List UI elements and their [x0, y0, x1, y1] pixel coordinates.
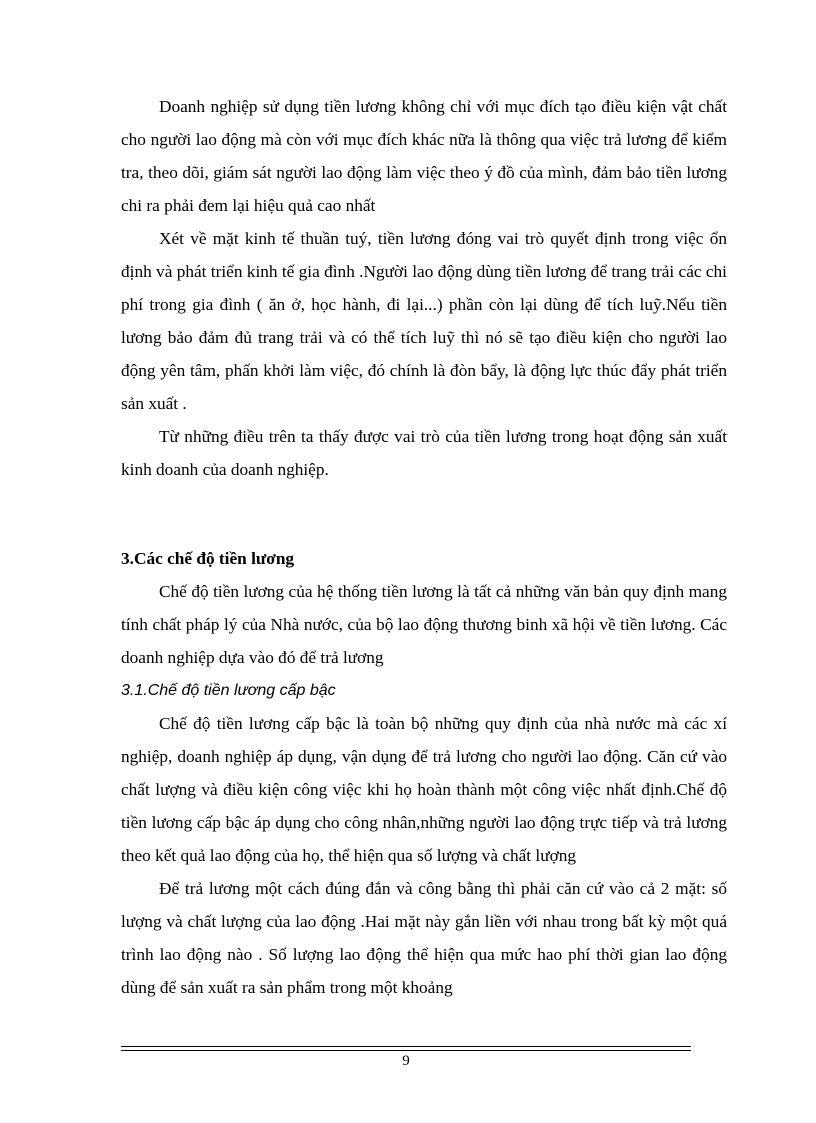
- footer-rule-top: [121, 1046, 691, 1047]
- paragraph-conclusion: Từ những điều trên ta thấy được vai trò của tiền lương trong hoạt động sản xuất kinh doanh của doanh nghiệp.: [121, 427, 727, 479]
- paragraph-grade-system: Chế độ tiền lương cấp bậc là toàn bộ những quy định của nhà nước mà các xí nghiệp, doanh nghiệp áp dụng, vận dụng để trả lương cho người lao động. Căn cứ vào chất lượng và điều kiện công việc khi họ hoàn thành một công việc nhất định.Chế độ tiền lương cấp bậc áp dụng cho công nhân,những người lao động trực tiếp và trả lương theo kết quả lao động của họ, thể hiện qua số lượng và chất lượng: [121, 714, 727, 865]
- footer-rule-bottom: [121, 1050, 691, 1051]
- page-number: 9: [402, 1053, 410, 1069]
- subsection-heading: 3.1.Chế độ tiền lương cấp bậc: [121, 682, 336, 699]
- paragraph-economic-role: Xét về mặt kinh tế thuần tuý, tiền lương đóng vai trò quyết định trong việc ổn định và phát triển kinh tế gia đình .Người lao động dùng tiền lương để trang trải các chi phí trong gia đình ( ăn ở, học hành, đi lại...) phần còn lại dùng để tích luỹ.Nếu tiền lương bảo đảm đủ trang trải và có thể tích luỹ thì nó sẽ tạo điều kiện cho người lao động yên tâm, phấn khởi làm việc, đó chính là đòn bẩy, là động lực thúc đẩy phát triển sản xuất .: [121, 229, 727, 413]
- body-text-top: [121, 90, 727, 486]
- paragraph-quantity-quality: Để trả lương một cách đúng đắn và công bằng thì phải căn cứ vào cả 2 mặt: số lượng và chất lượng của lao động .Hai mặt này gắn liền với nhau trong bất kỳ một quá trình lao động nào . Số lượng lao động thể hiện qua mức hao phí thời gian lao động dùng để sản xuất ra sản phẩm trong một khoảng: [121, 879, 727, 997]
- paragraph-purpose: Doanh nghiệp sử dụng tiền lương không chỉ với mục đích tạo điều kiện vật chất cho người lao động mà còn với mục đích khác nữa là thông qua việc trả lương để kiểm tra, theo dõi, giám sát người lao động làm việc theo ý đồ của mình, đảm bảo tiền lương chi ra phải đem lại hiệu quả cao nhất: [121, 97, 727, 215]
- section-heading: 3.Các chế độ tiền lương: [121, 549, 295, 568]
- body-text-section: [121, 542, 727, 1004]
- paragraph-section-intro: Chế độ tiền lương của hệ thống tiền lương là tất cả những văn bản quy định mang tính chất pháp lý của Nhà nước, của bộ lao động thương binh xã hội về tiền lương. Các doanh nghiệp dựa vào đó để trả lương: [121, 582, 727, 667]
